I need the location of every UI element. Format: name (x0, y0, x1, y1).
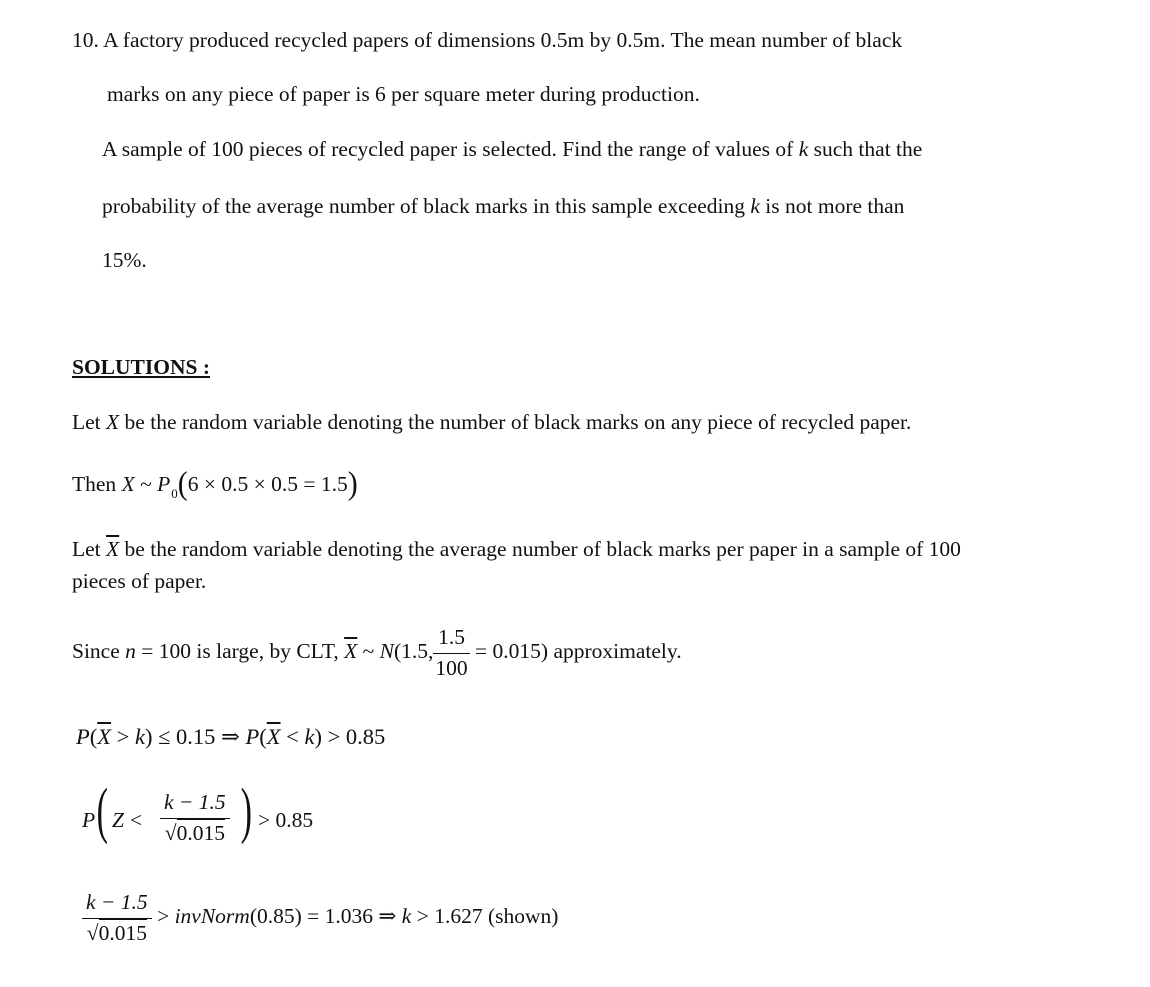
final-fraction (82, 890, 152, 947)
text: A sample of 100 pieces of recycled paper is selected. Find the range of values of (102, 137, 799, 161)
paren: ( (89, 724, 98, 749)
paren-open: ( (177, 465, 188, 502)
text: > 0.85 (258, 808, 314, 832)
text: (1.5, (394, 639, 434, 664)
paren: ( (259, 724, 267, 749)
var-k: k (134, 724, 145, 749)
text: < (280, 724, 305, 749)
text: > (111, 724, 135, 749)
let-x-line (72, 410, 911, 436)
question-line-1: 10. A factory produced recycled papers of dimensions 0.5m by 0.5m. The mean number of black (72, 28, 903, 52)
sqrt: √0.015 (164, 820, 225, 845)
var-xbar: $\overline{X}$ (97, 724, 111, 749)
radicand: 0.015 (98, 920, 147, 945)
text: be the random variable denoting the average number of black marks per paper in a sample of 100 (119, 537, 961, 561)
text: Let (72, 410, 107, 434)
question-line-2: marks on any piece of paper is 6 per square meter during production. (107, 82, 700, 106)
text: Let (72, 537, 107, 561)
text: Then (72, 472, 122, 496)
text: = 0.015) approximately. (469, 639, 682, 664)
prob-P: P (82, 808, 96, 832)
paren-close: ) (347, 465, 358, 502)
prob-P: P (76, 724, 90, 749)
text: such that the (808, 137, 923, 161)
numerator: k − 1.5 (82, 890, 152, 919)
subscript: 0 (171, 486, 178, 501)
variance-fraction (433, 625, 469, 682)
tilde: ~ (134, 472, 158, 496)
var-k: k (401, 904, 412, 929)
func-invnorm: invNorm (174, 904, 250, 929)
var-x: X (106, 410, 120, 434)
paren-open: ( (96, 777, 109, 845)
paren-close: ) (240, 777, 253, 845)
question-line-4 (102, 194, 904, 220)
poisson-P: P (157, 472, 171, 496)
text: ) > 0.85 (314, 724, 386, 749)
text: ) ≤ 0.15 ⇒ (144, 724, 246, 749)
clt-line (72, 625, 682, 682)
text: (0.85) = 1.036 ⇒ (249, 904, 402, 929)
question-line-5: 15%. (102, 248, 147, 272)
text: be the random variable denoting the number of black marks on any piece of recycled paper. (119, 410, 912, 434)
var-xbar: $\overline{X}$ (344, 639, 358, 664)
final-line (82, 890, 558, 947)
var-xbar: $\overline{X}$ (106, 537, 120, 561)
var-k: k (304, 724, 315, 749)
denominator: 100 (435, 655, 468, 680)
numerator: 1.5 (433, 625, 469, 654)
sqrt: √0.015 (86, 920, 147, 945)
fraction (160, 790, 230, 847)
var-x: X (121, 472, 135, 496)
denominator (82, 919, 152, 947)
var-z: Z (112, 808, 124, 832)
poisson-param: 6 × 0.5 × 0.5 = 1.5 (187, 472, 348, 496)
then-line (72, 464, 358, 500)
text: probability of the average number of black marks in this sample exceeding (102, 194, 751, 218)
let-xbar-line (72, 537, 961, 563)
text: > 1.627 (shown) (411, 904, 559, 929)
solutions-heading: SOLUTIONS : (72, 355, 210, 379)
inequality-line (76, 723, 385, 750)
numerator: k − 1.5 (160, 790, 230, 819)
z-fraction (160, 790, 230, 847)
text: = 100 is large, by CLT, (135, 639, 345, 664)
prob-P: P (245, 724, 260, 749)
var-n: n (125, 639, 136, 664)
text: Since (72, 639, 126, 664)
text: < (130, 808, 143, 832)
text: > (151, 904, 175, 929)
var-xbar: $\overline{X}$ (266, 724, 281, 749)
question-line-3 (102, 137, 922, 163)
var-k: k (798, 137, 809, 161)
let-xbar-line-2: pieces of paper. (72, 569, 207, 593)
var-k: k (750, 194, 760, 218)
denominator (160, 819, 230, 847)
standardize-line (82, 777, 342, 860)
radicand: 0.015 (176, 820, 225, 845)
tilde: ~ (357, 639, 380, 664)
normal-N: N (379, 639, 394, 664)
text: is not more than (759, 194, 905, 218)
